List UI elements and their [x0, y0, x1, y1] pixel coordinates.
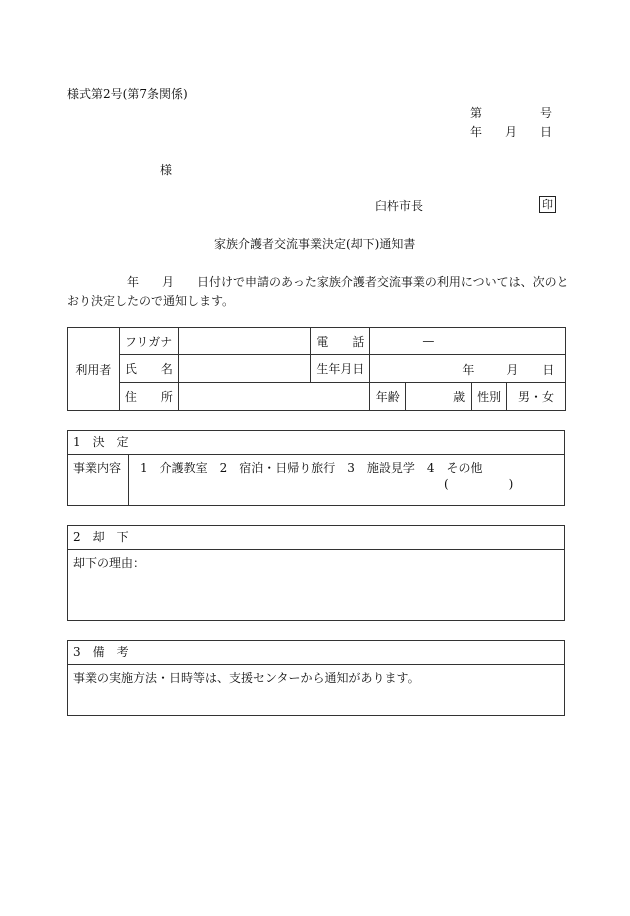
sex-label: 性別 [472, 383, 507, 411]
doc-number-prefix: 第 [470, 106, 483, 120]
user-section-label: 利用者 [68, 328, 120, 411]
body-line2: おり決定したので通知します。 [67, 294, 235, 308]
user-info-table [67, 327, 566, 411]
rejection-section [67, 525, 565, 621]
rejection-reason-label: 却下の理由： [73, 556, 146, 570]
sex-field[interactable]: 男・女 [507, 383, 566, 411]
furigana-label: フリガナ [119, 328, 178, 355]
furigana-field[interactable] [178, 328, 311, 355]
doc-number-suffix: 号 [540, 106, 553, 120]
other-paren[interactable]: ( ) [444, 477, 514, 491]
birth-field[interactable]: 年 月 日 [370, 355, 566, 383]
body-year: 年 [127, 275, 140, 289]
phone-field[interactable]: — [370, 328, 566, 355]
date-year: 年 [470, 125, 483, 139]
age-field[interactable]: 歳 [406, 383, 472, 411]
content-label-cell [68, 455, 129, 505]
issuer: 臼杵市長 [375, 199, 424, 213]
seal-mark: 印 [539, 196, 556, 213]
phone-label: 電 話 [311, 328, 370, 355]
decision-options: 1 介護教室 2 宿泊・日帰り旅行 3 施設見学 4 その他 [140, 461, 483, 475]
decision-section [67, 430, 565, 506]
date-day: 日 [540, 125, 553, 139]
remarks-text: 事業の実施方法・日時等は、支援センターから通知があります。 [73, 671, 420, 685]
body-month: 月 [162, 275, 175, 289]
content-label: 事業内容 [73, 461, 122, 475]
address-label: 住 所 [119, 383, 178, 411]
date-month: 月 [505, 125, 518, 139]
decision-header: 1 決 定 [68, 431, 564, 455]
remarks-section [67, 640, 565, 716]
birth-label: 生年月日 [311, 355, 370, 383]
remarks-header: 3 備 考 [68, 641, 564, 665]
name-label: 氏 名 [119, 355, 178, 383]
body-line1: 日付けで申請のあった家族介護者交流事業の利用については、次のと [197, 275, 569, 289]
form-number: 様式第2号(第7条関係) [67, 87, 188, 101]
address-field[interactable] [178, 383, 370, 411]
age-label: 年齢 [370, 383, 406, 411]
rejection-header: 2 却 下 [68, 526, 564, 550]
document-title: 家族介護者交流事業決定(却下)通知書 [214, 237, 416, 251]
name-field[interactable] [178, 355, 311, 383]
addressee-suffix: 様 [160, 163, 173, 177]
